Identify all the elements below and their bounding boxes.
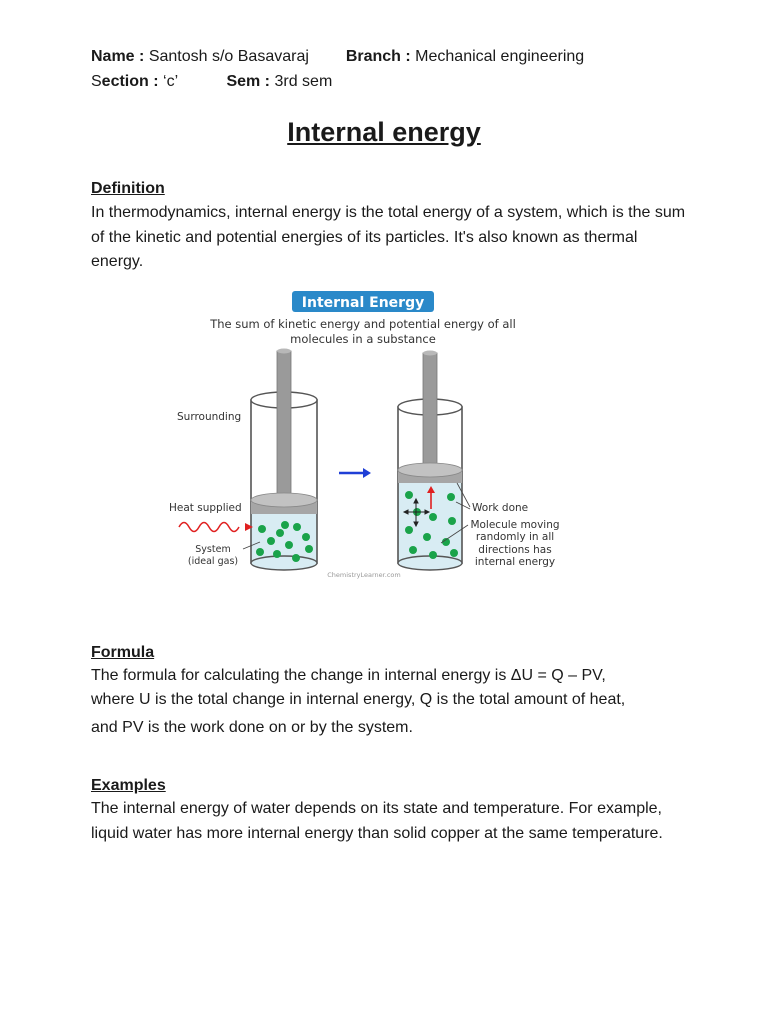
formula-heading: Formula [91, 644, 155, 661]
definition-paragraph [91, 201, 691, 275]
label-molecule-4: internal energy [474, 556, 556, 568]
definition-heading: Definition [91, 180, 165, 197]
figure-banner-text: Internal Energy [301, 295, 425, 311]
label-ideal-gas: (ideal gas) [187, 556, 239, 567]
examples-heading: Examples [91, 777, 166, 794]
label-system: System [195, 544, 231, 555]
figure-watermark: ChemistryLearner.com [327, 571, 401, 579]
section-value: ‘c’ [163, 73, 178, 90]
label-surrounding: Surrounding [177, 411, 242, 423]
page-title: Internal energy [287, 117, 481, 147]
formula-line-2: where U is the total change in internal energy, Q is the total amount of heat, [91, 691, 626, 708]
internal-energy-figure [165, 287, 575, 585]
figure-subtitle-1: The sum of kinetic energy and potential energy of all [210, 317, 516, 331]
examples-text: The internal energy of water depends on its state and temperature. For example, liquid water has more internal energy than solid copper at the same temperature. [91, 800, 663, 842]
left-cylinder [251, 349, 317, 571]
heat-wave [179, 523, 239, 532]
right-cylinder [398, 351, 462, 571]
label-work-done: Work done [472, 502, 529, 514]
section-label-initial: S [91, 73, 102, 90]
sem-value: 3rd sem [274, 73, 333, 90]
formula-line-3: and PV is the work done on or by the system. [91, 719, 413, 736]
label-heat-supplied: Heat supplied [169, 502, 242, 514]
label-molecule-3: directions has [478, 544, 552, 556]
label-molecule-1: Molecule moving [470, 519, 560, 531]
sem-label: Sem : [226, 73, 271, 90]
figure-subtitle-2: molecules in a substance [290, 332, 436, 346]
name-label: Name : [91, 48, 145, 65]
header-line-1 [91, 47, 584, 67]
label-molecule-2: randomly in all [475, 531, 555, 543]
branch-value: Mechanical engineering [415, 48, 585, 65]
examples-paragraph [91, 797, 691, 846]
formula-paragraph [91, 664, 711, 740]
name-value: Santosh s/o Basavaraj [148, 48, 309, 65]
definition-text: In thermodynamics, internal energy is the total energy of a system, which is the sum of the kinetic and potential energies of its particles. It's also known as thermal energy. [91, 204, 686, 270]
branch-label: Branch : [345, 48, 411, 65]
formula-line-1: The formula for calculating the change in internal energy is ΔU = Q – PV, [91, 667, 606, 684]
section-label: ection : [101, 73, 159, 90]
header-line-2 [91, 72, 332, 92]
